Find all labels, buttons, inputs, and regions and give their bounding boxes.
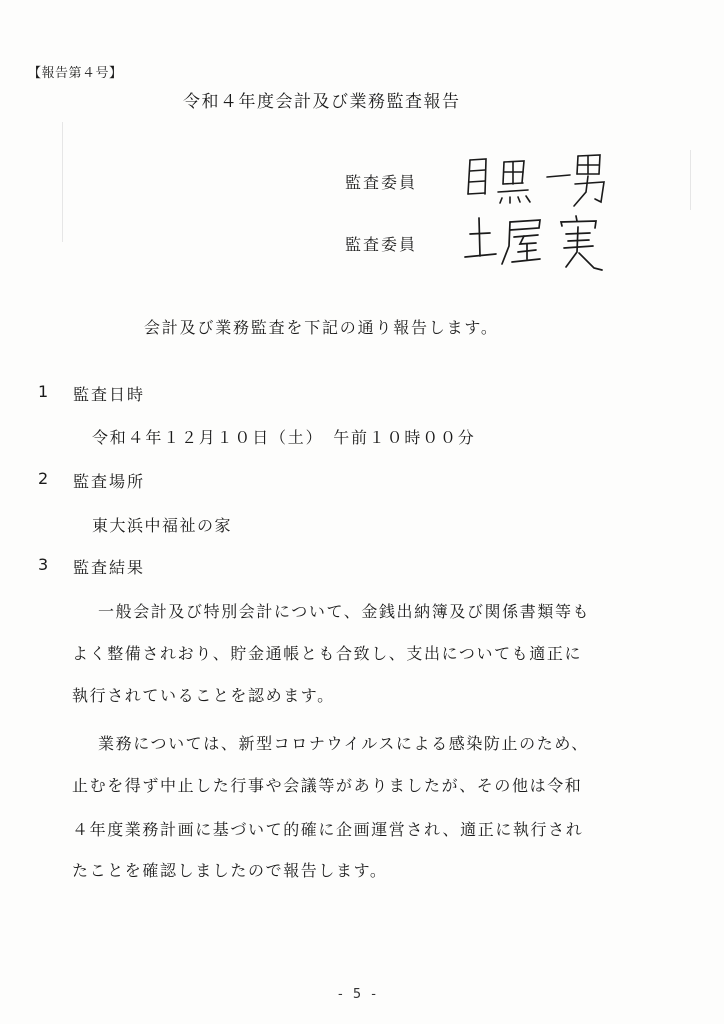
result-paragraph-line: よく整備されおり、貯金通帳とも合致し、支出についても適正に xyxy=(72,644,583,663)
section-content: 令和４年１２月１０日（土） 午前１０時００分 xyxy=(92,428,476,447)
result-paragraph-line: 執行されていることを認めます。 xyxy=(72,686,335,705)
auditor-label: 監査委員 xyxy=(345,173,418,192)
section-title: 監査場所 xyxy=(73,472,146,491)
section-number: 2 xyxy=(38,469,49,488)
section-content: 東大浜中福祉の家 xyxy=(92,516,233,535)
auditor-signature-2 xyxy=(462,212,612,274)
section-number: 3 xyxy=(38,555,49,574)
result-paragraph-line: 一般会計及び特別会計について、金銭出納簿及び関係書類等も xyxy=(98,602,591,621)
result-paragraph-line: 止むを得ず中止した行事や会議等がありましたが、その他は令和 xyxy=(72,776,583,795)
result-paragraph-line: 業務については、新型コロナウイルスによる感染防止のため、 xyxy=(98,734,589,753)
intro-text: 会計及び業務監査を下記の通り報告します。 xyxy=(144,318,499,337)
result-paragraph-line: たことを確認しましたので報告します。 xyxy=(72,861,388,880)
result-paragraph-line: ４年度業務計画に基づいて的確に企画運営され、適正に執行され xyxy=(72,820,584,839)
report-number: 【報告第４号】 xyxy=(28,66,123,81)
section-title: 監査結果 xyxy=(73,558,146,577)
auditor-signature-1 xyxy=(462,150,612,212)
scan-artifact xyxy=(62,122,63,242)
scan-artifact xyxy=(690,150,691,210)
page-number: - 5 - xyxy=(338,987,379,1002)
section-title: 監査日時 xyxy=(73,385,146,404)
auditor-label: 監査委員 xyxy=(345,235,418,254)
document-title: 令和４年度会計及び業務監査報告 xyxy=(183,92,461,112)
section-number: 1 xyxy=(38,382,49,401)
